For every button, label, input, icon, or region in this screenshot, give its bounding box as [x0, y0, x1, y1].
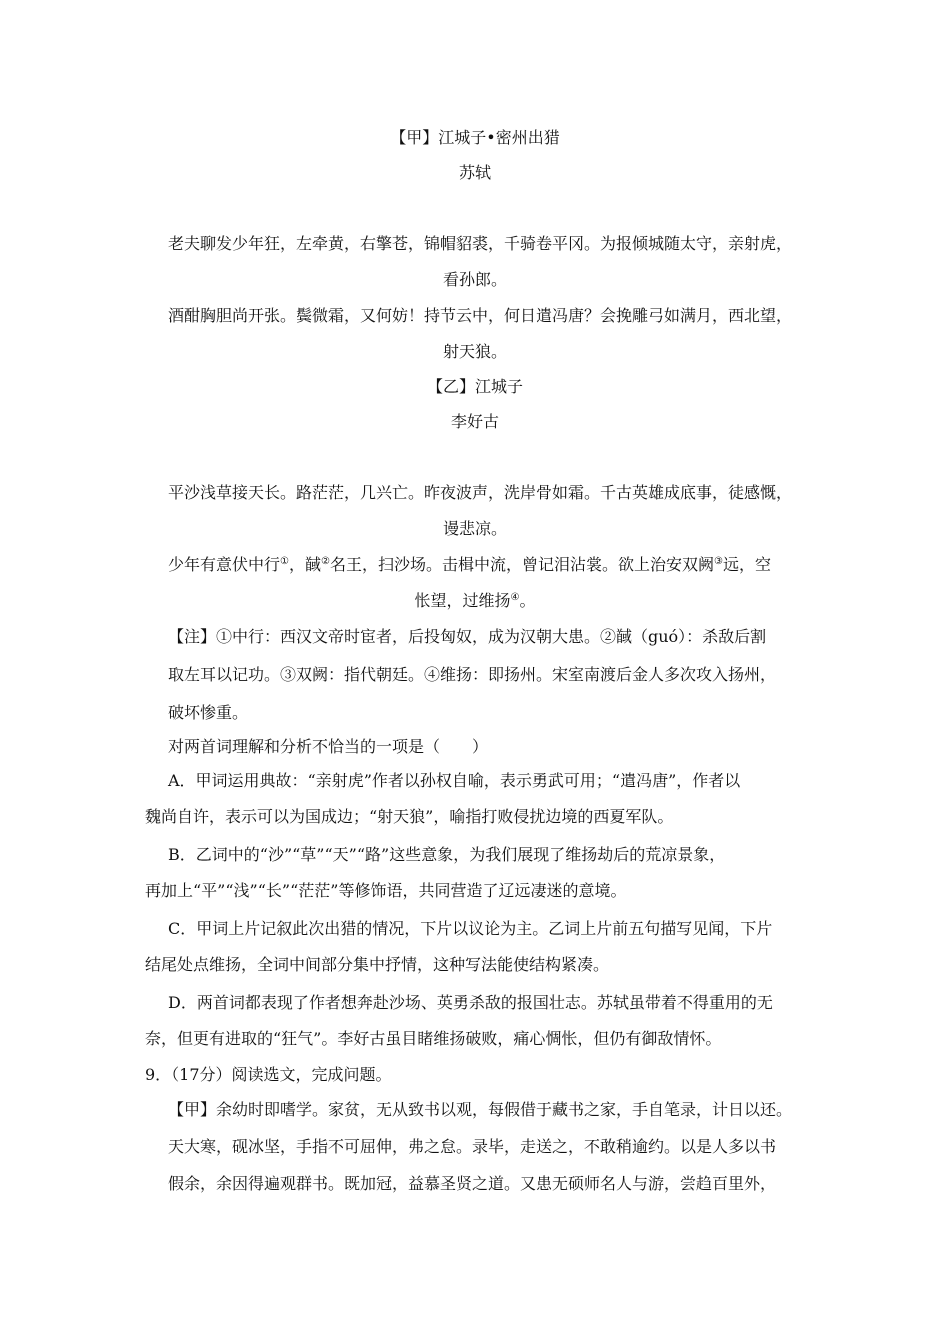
line3-text: 少年有意伏中行	[168, 555, 281, 574]
poem-jia-line-4: 射天狼。	[442, 342, 507, 361]
poem-yi-line-4	[0, 591, 950, 611]
passage-line-1: 【甲】余幼时即嗜学。家贫，无从致书以观，每假借于藏书之家，手自笔录，计日以还。	[168, 1100, 793, 1119]
question-stem: 对两首词理解和分析不恰当的一项是（ ）	[168, 737, 489, 756]
notes-line-2: 取左耳以记功。③双阙：指代朝廷。④维扬：即扬州。宋室南渡后金人多次攻入扬州，	[168, 665, 777, 684]
poem-yi-line-1: 平沙浅草接天长。路茫茫，几兴亡。昨夜波声，洗岸骨如霜。千古英雄成底事，徒感慨，	[168, 483, 793, 502]
poem-jia-line-1: 老夫聊发少年狂，左牵黄，右擎苍，锦帽貂裘，千骑卷平冈。为报倾城随太守，亲射虎，	[168, 234, 793, 253]
passage-line-2: 天大寒，砚冰坚，手指不可屈伸，弗之怠。录毕，走送之，不敢稍逾约。以是人多以书	[168, 1137, 777, 1156]
option-c-line-1: C．甲词上片记叙此次出猎的情况，下片以议论为主。乙词上片前五句描写见闻，下片	[168, 919, 773, 938]
line3-text: ，馘	[288, 555, 321, 574]
line3-text: 远，空	[722, 555, 771, 574]
option-d-line-2: 奈，但更有进取的“狂气”。李好古虽目睹维扬破败，痛心惆怅，但仍有御敌情怀。	[145, 1029, 722, 1048]
footnote-marker: ④	[510, 592, 520, 603]
poem-jia-line-2: 看孙郎。	[442, 270, 507, 289]
option-a-line-1: A．甲词运用典故：“亲射虎”作者以孙权自喻，表示勇武可用；“遣冯唐”，作者以	[168, 771, 741, 790]
question-9-heading: 9．（17分）阅读选文，完成问题。	[145, 1065, 392, 1084]
poem-yi-line-2: 谩悲凉。	[442, 519, 507, 538]
footnote-marker: ②	[321, 556, 330, 567]
poem-jia-author: 苏轼	[458, 163, 491, 182]
poem-yi-title: 【乙】江城子	[426, 377, 523, 396]
option-b-line-1: B．乙词中的“沙”“草”“天”“路”这些意象，为我们展现了维扬劫后的荒凉景象，	[168, 845, 726, 864]
option-b-line-2: 再加上“平”“浅”“长”“茫茫”等修饰语，共同营造了辽远凄迷的意境。	[145, 881, 627, 900]
poem-jia-title: 【甲】江城子•密州出猎	[390, 128, 560, 147]
poem-jia-line-3: 酒酣胸胆尚开张。鬓微霜，又何妨！持节云中，何日遣冯唐？会挽雕弓如满月，西北望，	[168, 306, 793, 325]
line4-text: 怅望，过维扬	[414, 591, 511, 610]
passage-line-3: 假余，余因得遍观群书。既加冠，益慕圣贤之道。又患无硕师名人与游，尝趋百里外，	[168, 1174, 777, 1193]
line3-text: 名王，扫沙场。击楫中流，曾记泪沾裳。欲上治安双阙	[329, 555, 714, 574]
option-d-line-1: D．两首词都表现了作者想奔赴沙场、英勇杀敌的报国壮志。苏轼虽带着不得重用的无	[168, 993, 773, 1012]
poem-yi-author: 李好古	[450, 412, 499, 431]
poem-yi-line-3	[168, 555, 771, 575]
notes-line-3: 破坏惨重。	[168, 703, 249, 722]
option-c-line-2: 结尾处点维扬，全词中间部分集中抒情，这种写法能使结构紧凑。	[145, 955, 610, 974]
option-a-line-2: 魏尚自许，表示可以为国成边；“射天狼”，喻指打败侵扰边境的西夏军队。	[145, 807, 674, 826]
footnote-marker: ①	[280, 556, 289, 567]
notes-line-1: 【注】①中行：西汉文帝时宦者，后投匈奴，成为汉朝大患。②馘（guó）：杀敌后割	[168, 627, 767, 646]
line4-text: 。	[519, 591, 536, 610]
footnote-marker: ③	[713, 556, 723, 567]
